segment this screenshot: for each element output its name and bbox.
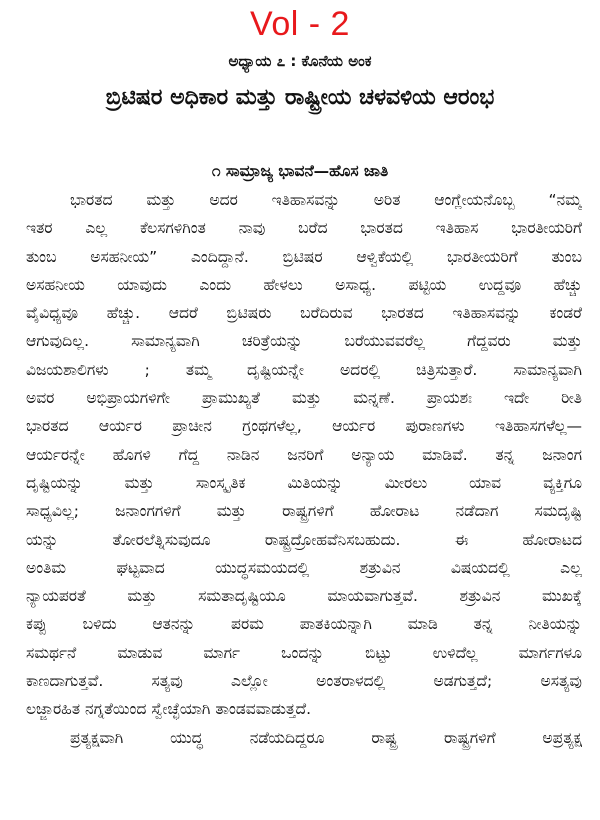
paragraph-line: ಆರ್ಯರನ್ನೇ ಹೊಗಳಿ ಗೆದ್ದ ನಾಡಿನ ಜನರಿಗೆ ಅನ್ಯಾಯ ಮಾಡಿವೆ. ತನ್ನ ಜನಾಂಗ [26,445,582,464]
paragraph-line: ವಿಜಯಶಾಲಿಗಳು ; ತಮ್ಮ ದೃಷ್ಟಿಯನ್ನೇ ಅದರಲ್ಲಿ ಚಿತ್ರಿಸುತ್ತಾರೆ. ಸಾಮಾನ್ಯವಾಗಿ [26,360,582,379]
paragraph-line: ಇತರ ಎಲ್ಲ ಕೆಲಸಗಳಿಗಿಂತ ನಾವು ಬರೆದ ಭಾರತದ ಇತಿಹಾಸ ಭಾರತೀಯರಿಗೆ [26,219,582,238]
paragraph-line: ಆಗುವುದಿಲ್ಲ. ಸಾಮಾನ್ಯವಾಗಿ ಚರಿತ್ರೆಯನ್ನು ಬರೆಯುವವರೆಲ್ಲ ಗೆದ್ದವರು ಮತ್ತು [26,332,582,351]
paragraph-line: ತುಂಬ ಅಸಹನೀಯ” ಎಂದಿದ್ದಾನೆ. ಬ್ರಿಟಿಷರ ಆಳ್ವಿಕೆಯಲ್ಲಿ ಭಾರತೀಯರಿಗೆ ತುಂಬ [26,247,582,266]
paragraph-line: ಅಂತಿಮ ಘಟ್ಟವಾದ ಯುದ್ಧಸಮಯದಲ್ಲಿ ಶತ್ರುವಿನ ವಿಷಯದಲ್ಲಿ ಎಲ್ಲ [26,558,582,577]
paragraph-line: ಲಜ್ಜಾರಹಿತ ನಗ್ನತೆಯಿಂದ ಸ್ವೇಚ್ಛೆಯಾಗಿ ತಾಂಡವವಾಡುತ್ತದೆ. [26,700,312,719]
paragraph-line: ಅವರ ಅಭಿಪ್ರಾಯಗಳಿಗೇ ಪ್ರಾಮುಖ್ಯತೆ ಮತ್ತು ಮನ್ನಣೆ. ಪ್ರಾಯಶಃ ಇದೇ ರೀತಿ [26,389,582,408]
paragraph-line: ದೃಷ್ಟಿಯನ್ನು ಮತ್ತು ಸಾಂಸ್ಕೃತಿಕ ಮಿತಿಯನ್ನು ಮೀರಲು ಯಾವ ವ್ಯಕ್ತಿಗೂ [26,473,582,492]
paragraph-line: ನ್ಯಾಯಪರತೆ ಮತ್ತು ಸಮತಾದೃಷ್ಟಿಯೂ ಮಾಯವಾಗುತ್ತವೆ. ಶತ್ರುವಿನ ಮುಖಕ್ಕೆ [26,587,582,606]
body-text [26,186,582,752]
paragraph-line: ಪ್ರತ್ಯಕ್ಷವಾಗಿ ಯುದ್ಧ ನಡೆಯದಿದ್ದರೂ ರಾಷ್ಟ್ರ ರಾಷ್ಟ್ರಗಳಿಗೆ ಅಪ್ರತ್ಯಕ್ಷ [70,728,582,747]
chapter-number: ಅಧ್ಯಾಯ ೭ : ಕೊನೆಯ ಅಂಕ [228,52,372,70]
paragraph-line: ಸಾಧ್ಯವಿಲ್ಲ; ಜನಾಂಗಗಳಿಗೆ ಮತ್ತು ರಾಷ್ಟ್ರಗಳಿಗೆ ಹೋರಾಟ ನಡೆದಾಗ ಸಮದೃಷ್ಟಿ [26,502,582,521]
section-heading: ೧ ಸಾಮ್ರಾಜ್ಯ ಭಾವನೆ—ಹೊಸ ಜಾತಿ [211,162,389,180]
paragraph-line: ಯನ್ನು ತೋರಲೆತ್ನಿಸುವುದೂ ರಾಷ್ಟ್ರದ್ರೋಹವೆನಿಸಬಹುದು. ಈ ಹೋರಾಟದ [26,530,582,549]
paragraph-line: ಅಸಹನೀಯ ಯಾವುದು ಎಂದು ಹೇಳಲು ಅಸಾಧ್ಯ. ಪಟ್ಟಿಯ ಉದ್ದವೂ ಹೆಚ್ಚು [26,275,582,294]
paragraph-line: ಕಪ್ಪು ಬಳಿದು ಆತನನ್ನು ಪರಮ ಪಾತಕಿಯನ್ನಾಗಿ ಮಾಡಿ ತನ್ನ ನೀತಿಯನ್ನು [26,615,582,634]
paragraph-line: ಭಾರತದ ಆರ್ಯರ ಪ್ರಾಚೀನ ಗ್ರಂಥಗಳೆಲ್ಲ, ಆರ್ಯರ ಪುರಾಣಗಳು ಇತಿಹಾಸಗಳೆಲ್ಲ— [26,417,582,436]
paragraph-line: ಸಮರ್ಥನೆ ಮಾಡುವ ಮಾರ್ಗ ಒಂದನ್ನು ಬಿಟ್ಟು ಉಳಿದೆಲ್ಲ ಮಾರ್ಗಗಳೂ [26,643,582,662]
paragraph-line: ಭಾರತದ ಮತ್ತು ಅದರ ಇತಿಹಾಸವನ್ನು ಅರಿತ ಆಂಗ್ಲೇಯನೊಬ್ಬ “ನಮ್ಮ [70,191,582,209]
paragraph-line: ವೈವಿಧ್ಯವೂ ಹೆಚ್ಚು. ಆದರೆ ಬ್ರಿಟಿಷರು ಬರೆದಿರುವ ಭಾರತದ ಇತಿಹಾಸವನ್ನು ಕಂಡರೆ [26,304,582,323]
paragraph-line: ಕಾಣದಾಗುತ್ತವೆ. ಸತ್ಯವು ಎಲ್ಲೋ ಅಂತರಾಳದಲ್ಲಿ ಅಡಗುತ್ತದೆ; ಅಸತ್ಯವು [26,672,582,691]
chapter-title: ಬ್ರಿಟಿಷರ ಅಧಿಕಾರ ಮತ್ತು ರಾಷ್ಟ್ರೀಯ ಚಳವಳಿಯ ಆರಂಭ [105,85,495,110]
volume-label: Vol - 2 [250,5,350,43]
